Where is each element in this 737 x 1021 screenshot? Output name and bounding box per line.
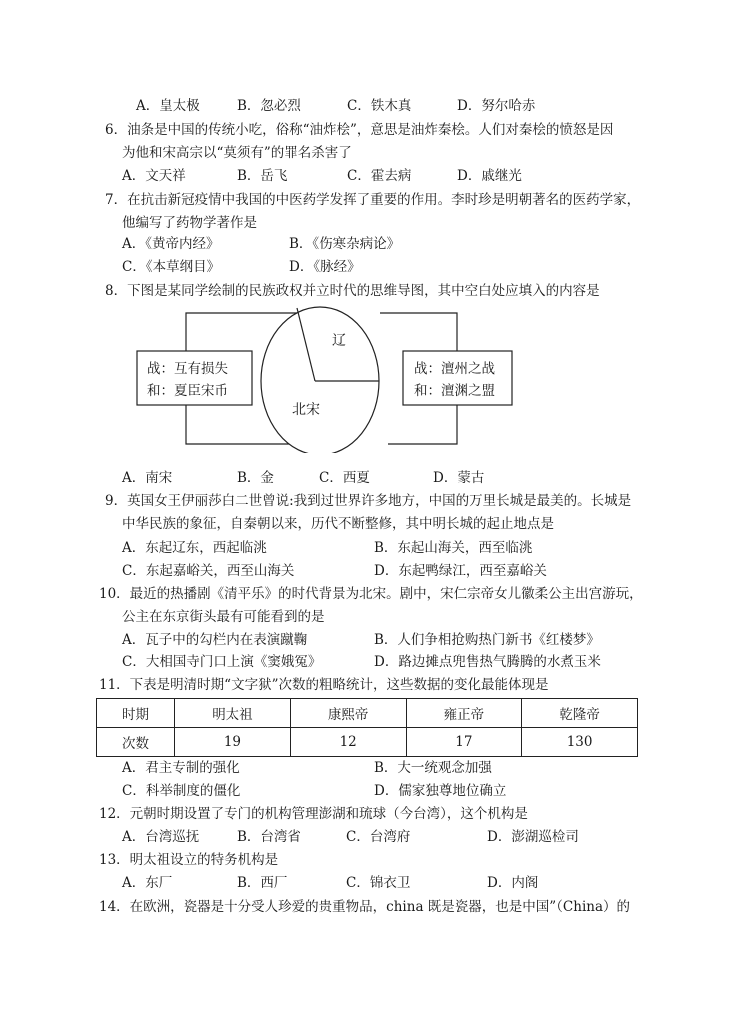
q8-stem: 8．下图是某同学绘制的民族政权并立时代的思维导图，其中空白处应填入的内容是 xyxy=(105,283,600,299)
q7-option-b: B．《伤寒杂病论》 xyxy=(289,236,401,252)
q13-option-b: B．西厂 xyxy=(237,875,288,891)
q13-option-d: D．内阁 xyxy=(487,875,539,891)
q10-option-d: D．路边摊点兜售热气腾腾的水煮玉米 xyxy=(374,654,601,670)
table-cell: 12 xyxy=(290,728,406,757)
q9-option-a: A．东起辽东，西起临洮 xyxy=(122,540,267,556)
q12-option-a: A．台湾巡抚 xyxy=(122,829,200,845)
q10-stem-line1: 10．最近的热播剧《清平乐》的时代背景为北宋。剧中，宋仁宗帝女儿徽柔公主出宫游玩， xyxy=(99,586,643,602)
center-ellipse xyxy=(261,307,379,453)
q7-option-c: C．《本草纲目》 xyxy=(122,259,221,275)
q7-stem-line2: 他编写了药物学著作是 xyxy=(122,215,257,231)
q11-option-a: A．君主专制的强化 xyxy=(122,760,240,776)
table-cell: 时期 xyxy=(97,699,175,728)
q9-option-c: C．东起嘉峪关，西至山海关 xyxy=(122,563,295,579)
table-header-row xyxy=(97,699,638,728)
q7-option-d: D．《脉经》 xyxy=(289,259,361,275)
q14-stem: 14．在欧洲，瓷器是十分受人珍爱的贵重物品，china 既是瓷器，也是中国”（China）的 xyxy=(99,899,631,915)
table-cell: 130 xyxy=(522,728,638,757)
q11-stem: 11．下表是明清时期“文字狱”次数的粗略统计，这些数据的变化最能体现是 xyxy=(99,677,549,693)
q11-option-c: C．科举制度的僵化 xyxy=(122,783,241,799)
q8-option-a: A．南宋 xyxy=(122,470,173,486)
label-liao: 辽 xyxy=(332,333,346,349)
q10-option-b: B．人们争相抢购热门新书《红楼梦》 xyxy=(374,632,600,648)
q8-mind-map-diagram xyxy=(130,303,520,453)
table-cell: 康熙帝 xyxy=(290,699,406,728)
q6-option-b: B．岳飞 xyxy=(237,168,288,184)
q7-stem-line1: 7．在抗击新冠疫情中我国的中医药学发挥了重要的作用。李时珍是明朝著名的医药学家， xyxy=(105,192,641,208)
q5-option-b: B．忽必烈 xyxy=(237,98,301,114)
left-box-line1: 战：互有损失 xyxy=(147,361,228,377)
q7-option-a: A．《黄帝内经》 xyxy=(122,236,220,252)
q9-option-b: B．东起山海关，西至临洮 xyxy=(374,540,533,556)
q11-option-d: D．儒家独尊地位确立 xyxy=(374,783,507,799)
right-box-line2: 和：澶渊之盟 xyxy=(414,383,495,399)
table-row xyxy=(97,728,638,757)
table-cell: 乾隆帝 xyxy=(522,699,638,728)
q12-option-c: C．台湾府 xyxy=(346,829,411,845)
q12-option-b: B．台湾省 xyxy=(237,829,301,845)
q10-stem-line2: 公主在东京街头最有可能看到的是 xyxy=(122,609,325,625)
frame-bottom-right xyxy=(388,405,457,444)
q6-stem-line1: 6．油条是中国的传统小吃，俗称“油炸桧”，意思是油炸秦桧。人们对秦桧的愤怒是因 xyxy=(105,122,614,138)
table-cell: 雍正帝 xyxy=(406,699,522,728)
table-cell: 17 xyxy=(406,728,522,757)
q11-statistics-table xyxy=(96,698,638,757)
q9-stem-line2: 中华民族的象征，自秦朝以来，历代不断整修，其中明长城的起止地点是 xyxy=(122,516,554,532)
q6-option-a: A．文天祥 xyxy=(122,168,186,184)
q9-stem-line1: 9．英国女王伊丽莎白二世曾说:我到过世界许多地方，中国的万里长城是最美的。长城是 xyxy=(105,493,632,509)
q8-option-b: B．金 xyxy=(237,470,274,486)
table-cell: 19 xyxy=(175,728,291,757)
q11-option-b: B．大一统观念加强 xyxy=(374,760,492,776)
table-cell: 次数 xyxy=(97,728,175,757)
q5-option-c: C．铁木真 xyxy=(347,98,412,114)
right-box-line1: 战：澶州之战 xyxy=(414,361,495,377)
q6-stem-line2: 为他和宋高宗以“莫须有”的罪名杀害了 xyxy=(122,145,352,161)
q8-option-d: D．蒙古 xyxy=(433,470,485,486)
q13-option-c: C．锦衣卫 xyxy=(346,875,411,891)
q13-option-a: A．东厂 xyxy=(122,875,173,891)
q9-option-d: D．东起鸭绿江，西至嘉峪关 xyxy=(374,563,547,579)
q6-option-c: C．霍去病 xyxy=(347,168,412,184)
q12-option-d: D．澎湖巡检司 xyxy=(487,829,579,845)
frame-top-right xyxy=(380,313,457,351)
label-northern-song: 北宋 xyxy=(292,402,320,418)
q10-option-c: C．大相国寺门口上演《窦娥冤》 xyxy=(122,654,322,670)
q8-option-c: C．西夏 xyxy=(319,470,370,486)
q5-option-d: D．努尔哈赤 xyxy=(457,98,536,114)
table-cell: 明太祖 xyxy=(175,699,291,728)
q13-stem: 13．明太祖设立的特务机构是 xyxy=(99,852,279,868)
q12-stem: 12．元朝时期设置了专门的机构管理澎湖和琉球（今台湾），这个机构是 xyxy=(99,806,528,822)
q6-option-d: D．戚继光 xyxy=(457,168,522,184)
q10-option-a: A．瓦子中的勾栏内在表演蹴鞠 xyxy=(122,632,308,648)
q5-option-a: A．皇太极 xyxy=(136,98,200,114)
left-box-line2: 和：夏臣宋币 xyxy=(147,383,228,399)
